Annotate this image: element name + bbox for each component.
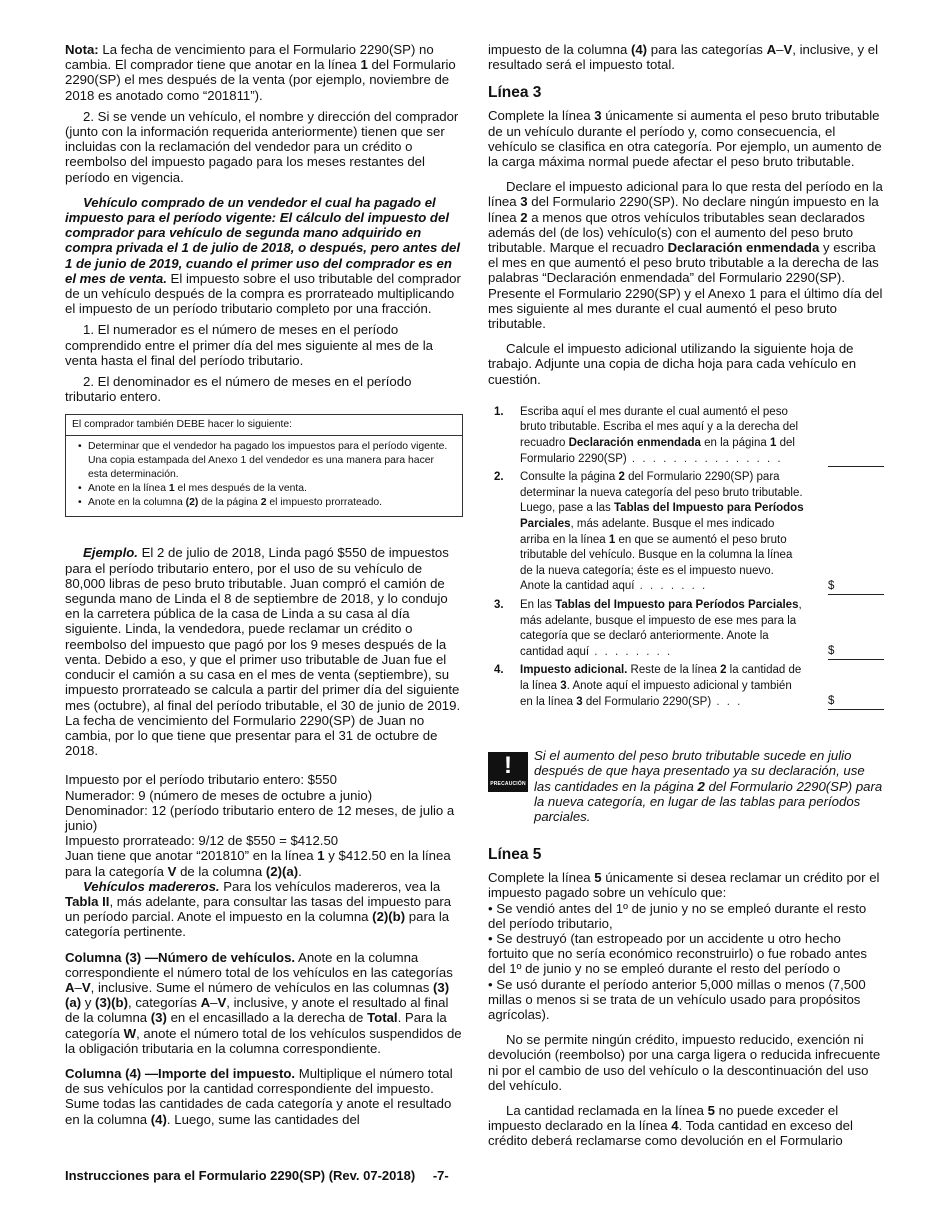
worksheet-entry-1[interactable] [828, 450, 884, 467]
linea-3-paragraph-3: Calcule el impuesto adicional utilizando la siguiente hoja de trabajo. Adjunte una copia de dicha hoja para cada vehículo en cuestión. [488, 341, 857, 387]
linea-5-paragraph-1: Complete la línea 5 únicamente si desea reclamar un crédito por el impuesto pagado sobre un vehículo que: [488, 870, 880, 901]
linea-5-paragraph-3: La cantidad reclamada en la línea 5 no puede exceder el impuesto declarado en la línea 4. Toda cantidad en exceso del crédito deberá reclamarse como devolución en el Formulario [488, 1103, 853, 1149]
linea-5-bullet-3: • Se usó durante el período anterior 5,000 millas o menos (7,500 millas o menos si se trata de un vehículo usado para propósitos agrícolas). [488, 976, 866, 1022]
nota-paragraph: Nota: La fecha de vencimiento para el Formulario 2290(SP) no cambia. El comprador tiene que anotar en la línea 1 del Formulario 2290(SP) el mes después de la venta (por ejemplo, noviembre de 2018 es anotado como “201811”). [65, 42, 456, 103]
box-body [66, 436, 462, 516]
box-bullet-3: • Anote en la columna (2) de la página 2 el impuesto prorrateado. [72, 496, 456, 510]
worksheet-row-2: 2. Consulte la página 2 del Formulario 2290(SP) para determinar la nueva categoría del peso bruto tributable. Luego, pase a las Tablas del Impuesto para Períodos Parciales, más adelante. Busque el mes indicado arriba en la línea 1 en que se aumentó el peso bruto tributable del vehículo. Busque en la columna la línea de la nueva categoría; éste es el impuesto nuevo. Anote la cantidad aquí . . . . . . . $ [488, 470, 884, 595]
linea-3-paragraph-2: Declare el impuesto adicional para lo que resta del período en la línea 3 del Formulario 2290(SP). No declare ningún impuesto en la línea 2 a menos que otros vehículos tributables sean declarados además del (de los) vehículo(s) con el aumento del peso bruto tributable. Marque el recuadro Declaración enmendada y escriba el mes en que aumentó el peso bruto tributable a la derecha de las palabras “Declaración enmendada” del Formulario 2290(SP). Presente el Formulario 2290(SP) y el Anexo 1 para el último día del mes siguiente al mes durante el cual aumentó el peso bruto tributable. [488, 179, 883, 332]
additional-tax-worksheet [488, 405, 884, 710]
worksheet-row-4: 4. Impuesto adicional. Reste de la línea 2 la cantidad de la línea 3. Anote aquí el impuesto adicional y también en la línea 3 del Formulario 2290(SP) . . . $ [488, 663, 884, 710]
linea-3-heading: Línea 3 [488, 84, 542, 102]
caution-note [488, 748, 884, 824]
worksheet-row-1: 1. Escriba aquí el mes durante el cual aumentó el peso bruto tributable. Escriba el mes aquí y a la derecha del recuadro Declaración enmendada en la página 1 del Formulario 2290(SP) . . . . . . . . . . . . . . . [488, 405, 884, 467]
box-header: El comprador también DEBE hacer lo siguiente: [66, 415, 462, 436]
page-footer [65, 1168, 449, 1183]
comprador-requirements-box [65, 414, 463, 517]
columna-4-paragraph: Columna (4) —Importe del impuesto. Multiplique el número total de sus vehículos por la cantidad correspondiente del impuesto. Sume todas las cantidades de cada categoría y anote el resultado en la columna (4). Luego, sume las cantidades del [65, 1065, 453, 1127]
linea-5-heading: Línea 5 [488, 846, 542, 864]
footer-title: Instrucciones para el Formulario 2290(SP) (Rev. 07-2018) [65, 1168, 416, 1183]
numerador-paragraph: 1. El numerador es el número de meses en el período comprendido entre el primer día del mes siguiente al mes de la venta hasta el final del período tributario. [65, 322, 433, 368]
calc-line-2: Numerador: 9 (número de meses de octubre a junio) [65, 787, 373, 803]
calc-line-4: Impuesto prorrateado: 9/12 de $550 = $412.50 [65, 833, 339, 849]
page-number: -7- [432, 1168, 449, 1183]
left-column [65, 42, 463, 1133]
worksheet-entry-2[interactable]: $ [828, 578, 884, 595]
worksheet-entry-4[interactable]: $ [828, 693, 884, 710]
columna-3-paragraph: Columna (3) —Número de vehículos. Anote en la columna correspondiente el número total de los vehículos en las categorías A–V, inclusive. Sume el número de vehículos en las columnas (3)(a) y (3)(b), categorías A–V, inclusive, y anote el resultado al final de la columna (3) en el encasillado a la derecha de Total. Para la categoría W, anote el número total de los vehículos suspendidos de la obligación tributaria en la columna correspondiente. [65, 949, 462, 1056]
continuation-paragraph: impuesto de la columna (4) para las categorías A–V, inclusive, y el resultado será el impuesto total. [488, 42, 879, 73]
right-column [488, 42, 884, 1155]
box-bullet-1: • Determinar que el vendedor ha pagado los impuestos para el período vigente. Una copia estampada del Anexo 1 del vendedor es una manera para hacer esta determinación. [72, 440, 456, 482]
calc-line-3: Denominador: 12 (período tributario entero de 12 meses, de julio a junio) [65, 802, 455, 833]
caution-warning-icon: ! PRECAUCIÓN [488, 752, 528, 792]
worksheet-entry-3[interactable]: $ [828, 643, 884, 660]
vehiculo-comprado-paragraph: Vehículo comprado de un vendedor el cual ha pagado el impuesto para el período vigente: El cálculo del impuesto del comprador para vehículo de segunda mano adquirido en compra privada el 1 de julio de 2018, o después, pero antes del 1 de junio de 2019, cuando el primer uso del comprador es en el mes de venta. El impuesto sobre el uso tributable del comprador de un vehículo después de la compra es prorrateado multiplicando el impuesto de un período tributario completo por una fracción. [65, 194, 461, 317]
denominador-paragraph: 2. El denominador es el número de meses en el período tributario entero. [65, 374, 412, 405]
worksheet-row-3: 3. En las Tablas del Impuesto para Períodos Parciales, más adelante, busque el impuesto de ese mes para la categoría que se declaró anteriormente. Anote la cantidad aquí . . . . . . . . $ [488, 598, 884, 660]
vehiculos-madereros-paragraph: Vehículos madereros. Para los vehículos madereros, vea la Tabla II, más adelante, para consultar las tasas del impuesto para un período parcial. Anote el impuesto en la columna (2)(b) para la categoría pertinente. [65, 878, 452, 940]
box-bullet-2: • Anote en la línea 1 el mes después de la venta. [72, 482, 456, 496]
linea-5-paragraph-2: No se permite ningún crédito, impuesto reducido, exención ni devolución (reembolso) por una carga ligera o reducida infrecuente ni por el cambio de uso del vehículo o la descontinuación del uso del vehículo. [488, 1032, 881, 1093]
linea-3-paragraph-1: Complete la línea 3 únicamente si aumenta el peso bruto tributable de un vehículo durante el período y, como consecuencia, el vehículo se clasifica en otra categoría. Por ejemplo, un aumento de la carga máxima normal puede afectar el peso bruto tributable. [488, 108, 882, 170]
calc-line-1: Impuesto por el período tributario entero: $550 [65, 772, 337, 788]
example-calculation [65, 772, 463, 878]
linea-5-bullet-2: • Se destruyó (tan estropeado por un accidente u otro hecho fortuito que no sería económico reconstruirlo) o fue robado antes del 1º de junio y no se empleó durante el resto del período o [488, 930, 867, 977]
caution-text: Si el aumento del peso bruto tributable sucede en julio después de que haya presentado ya su declaración, use las cantidades en la página 2 del Formulario 2290(SP) para la nueva categoría, en lugar de las tablas para períodos parciales. [534, 748, 883, 824]
item-2-paragraph: 2. Si se vende un vehículo, el nombre y dirección del comprador (junto con la información requerida anteriormente) tienen que ser incluidas con la reclamación del vendedor para un crédito o reembolso del impuesto pagado para los meses restantes del período en vigencia. [65, 108, 459, 185]
ejemplo-paragraph: Ejemplo. El 2 de julio de 2018, Linda pagó $550 de impuestos para el período tributario entero, por el uso de su vehículo de 80,000 libras de peso bruto tributable. Juan compró el camión de segunda mano de Linda el 8 de septiembre de 2018, y lo condujo en la carretera pública de la casa de Linda a su casa al día siguiente. Linda, la vendedora, puede reclamar un crédito o reembolso del impuesto que pagó por los 9 meses después de la venta. Debido a eso, y que el primer uso tributable de Juan fue el conducir el camión a su casa en el mes de venta (septiembre), su impuesto prorrateado se calcula a partir del primer día del siguiente mes (octubre), al final del período tributable, el 30 de junio de 2019. La fecha de vencimiento del Formulario 2290(SP) de Juan no cambia, por lo que tiene que presentar para el 31 de octubre de 2018. [65, 545, 461, 759]
calc-line-5: Juan tiene que anotar “201810” en la línea 1 y $412.50 en la línea para la categoría V de la columna (2)(a). [65, 848, 451, 879]
linea-5-bullet-1: • Se vendió antes del 1º de junio y no se empleó durante el resto del período tributario, [488, 900, 867, 931]
